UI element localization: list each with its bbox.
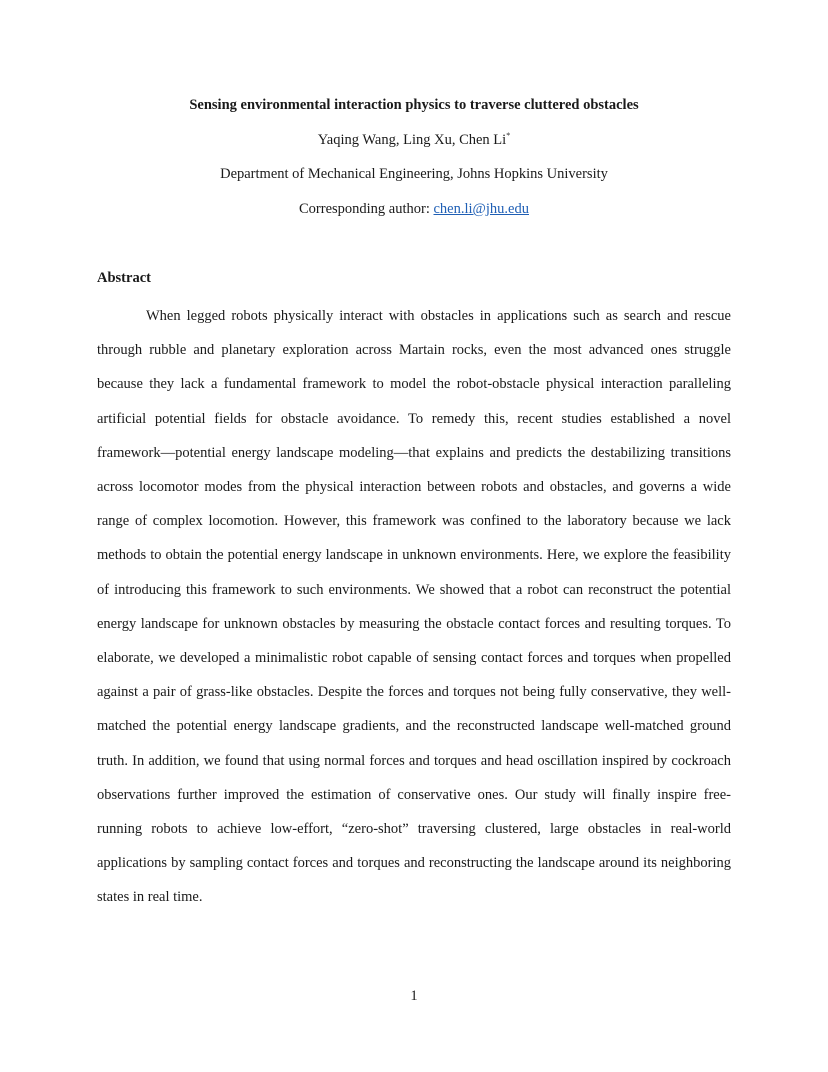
author-list — [0, 131, 828, 149]
abstract-heading: Abstract — [97, 270, 151, 286]
corresponding-email-link[interactable]: chen.li@jhu.edu — [433, 201, 529, 217]
corresponding-author — [0, 201, 828, 218]
abstract-body: When legged robots physically interact with obstacles in applications such as search and rescue through rubble and planetary exploration across Martain rocks, even the most advanced ones struggle because they lack a fundamental framework to model the robot-obstacle physical interaction paralleling artificial potential fields for obstacle avoidance. To remedy this, recent studies established a novel framework—potential energy landscape modeling—that explains and predicts the destabilizing transitions across locomotor modes from the physical interaction between robots and obstacles, and governs a wide range of complex locomotion. However, this framework was confined to the laboratory because we lack methods to obtain the potential energy landscape in unknown environments. Here, we explore the feasibility of introducing this framework to such environments. We showed that a robot can reconstruct the potential energy landscape for unknown obstacles by measuring the obstacle contact forces and resulting torques. To elaborate, we developed a minimalistic robot capable of sensing contact forces and torques when propelled against a pair of grass-like obstacles. Despite the forces and torques not being fully conservative, they well-matched the potential energy landscape gradients, and the reconstructed landscape well-matched ground truth. In addition, we found that using normal forces and torques and head oscillation inspired by cockroach observations further improved the estimation of conservative ones. Our study will finally inspire free-running robots to achieve low-effort, “zero-shot” traversing clustered, large obstacles in real-world applications by sampling contact forces and torques and reconstructing the landscape around its neighboring states in real time. — [97, 308, 731, 906]
author-names: Yaqing Wang, Ling Xu, Chen Li — [317, 132, 507, 148]
affiliation: Department of Mechanical Engineering, Johns Hopkins University — [220, 166, 608, 182]
corresponding-label: Corresponding author: — [298, 201, 434, 217]
paper-title: Sensing environmental interaction physics to traverse cluttered obstacles — [189, 97, 639, 113]
page-number: 1 — [410, 988, 418, 1004]
corresponding-author-mark: * — [506, 131, 511, 140]
